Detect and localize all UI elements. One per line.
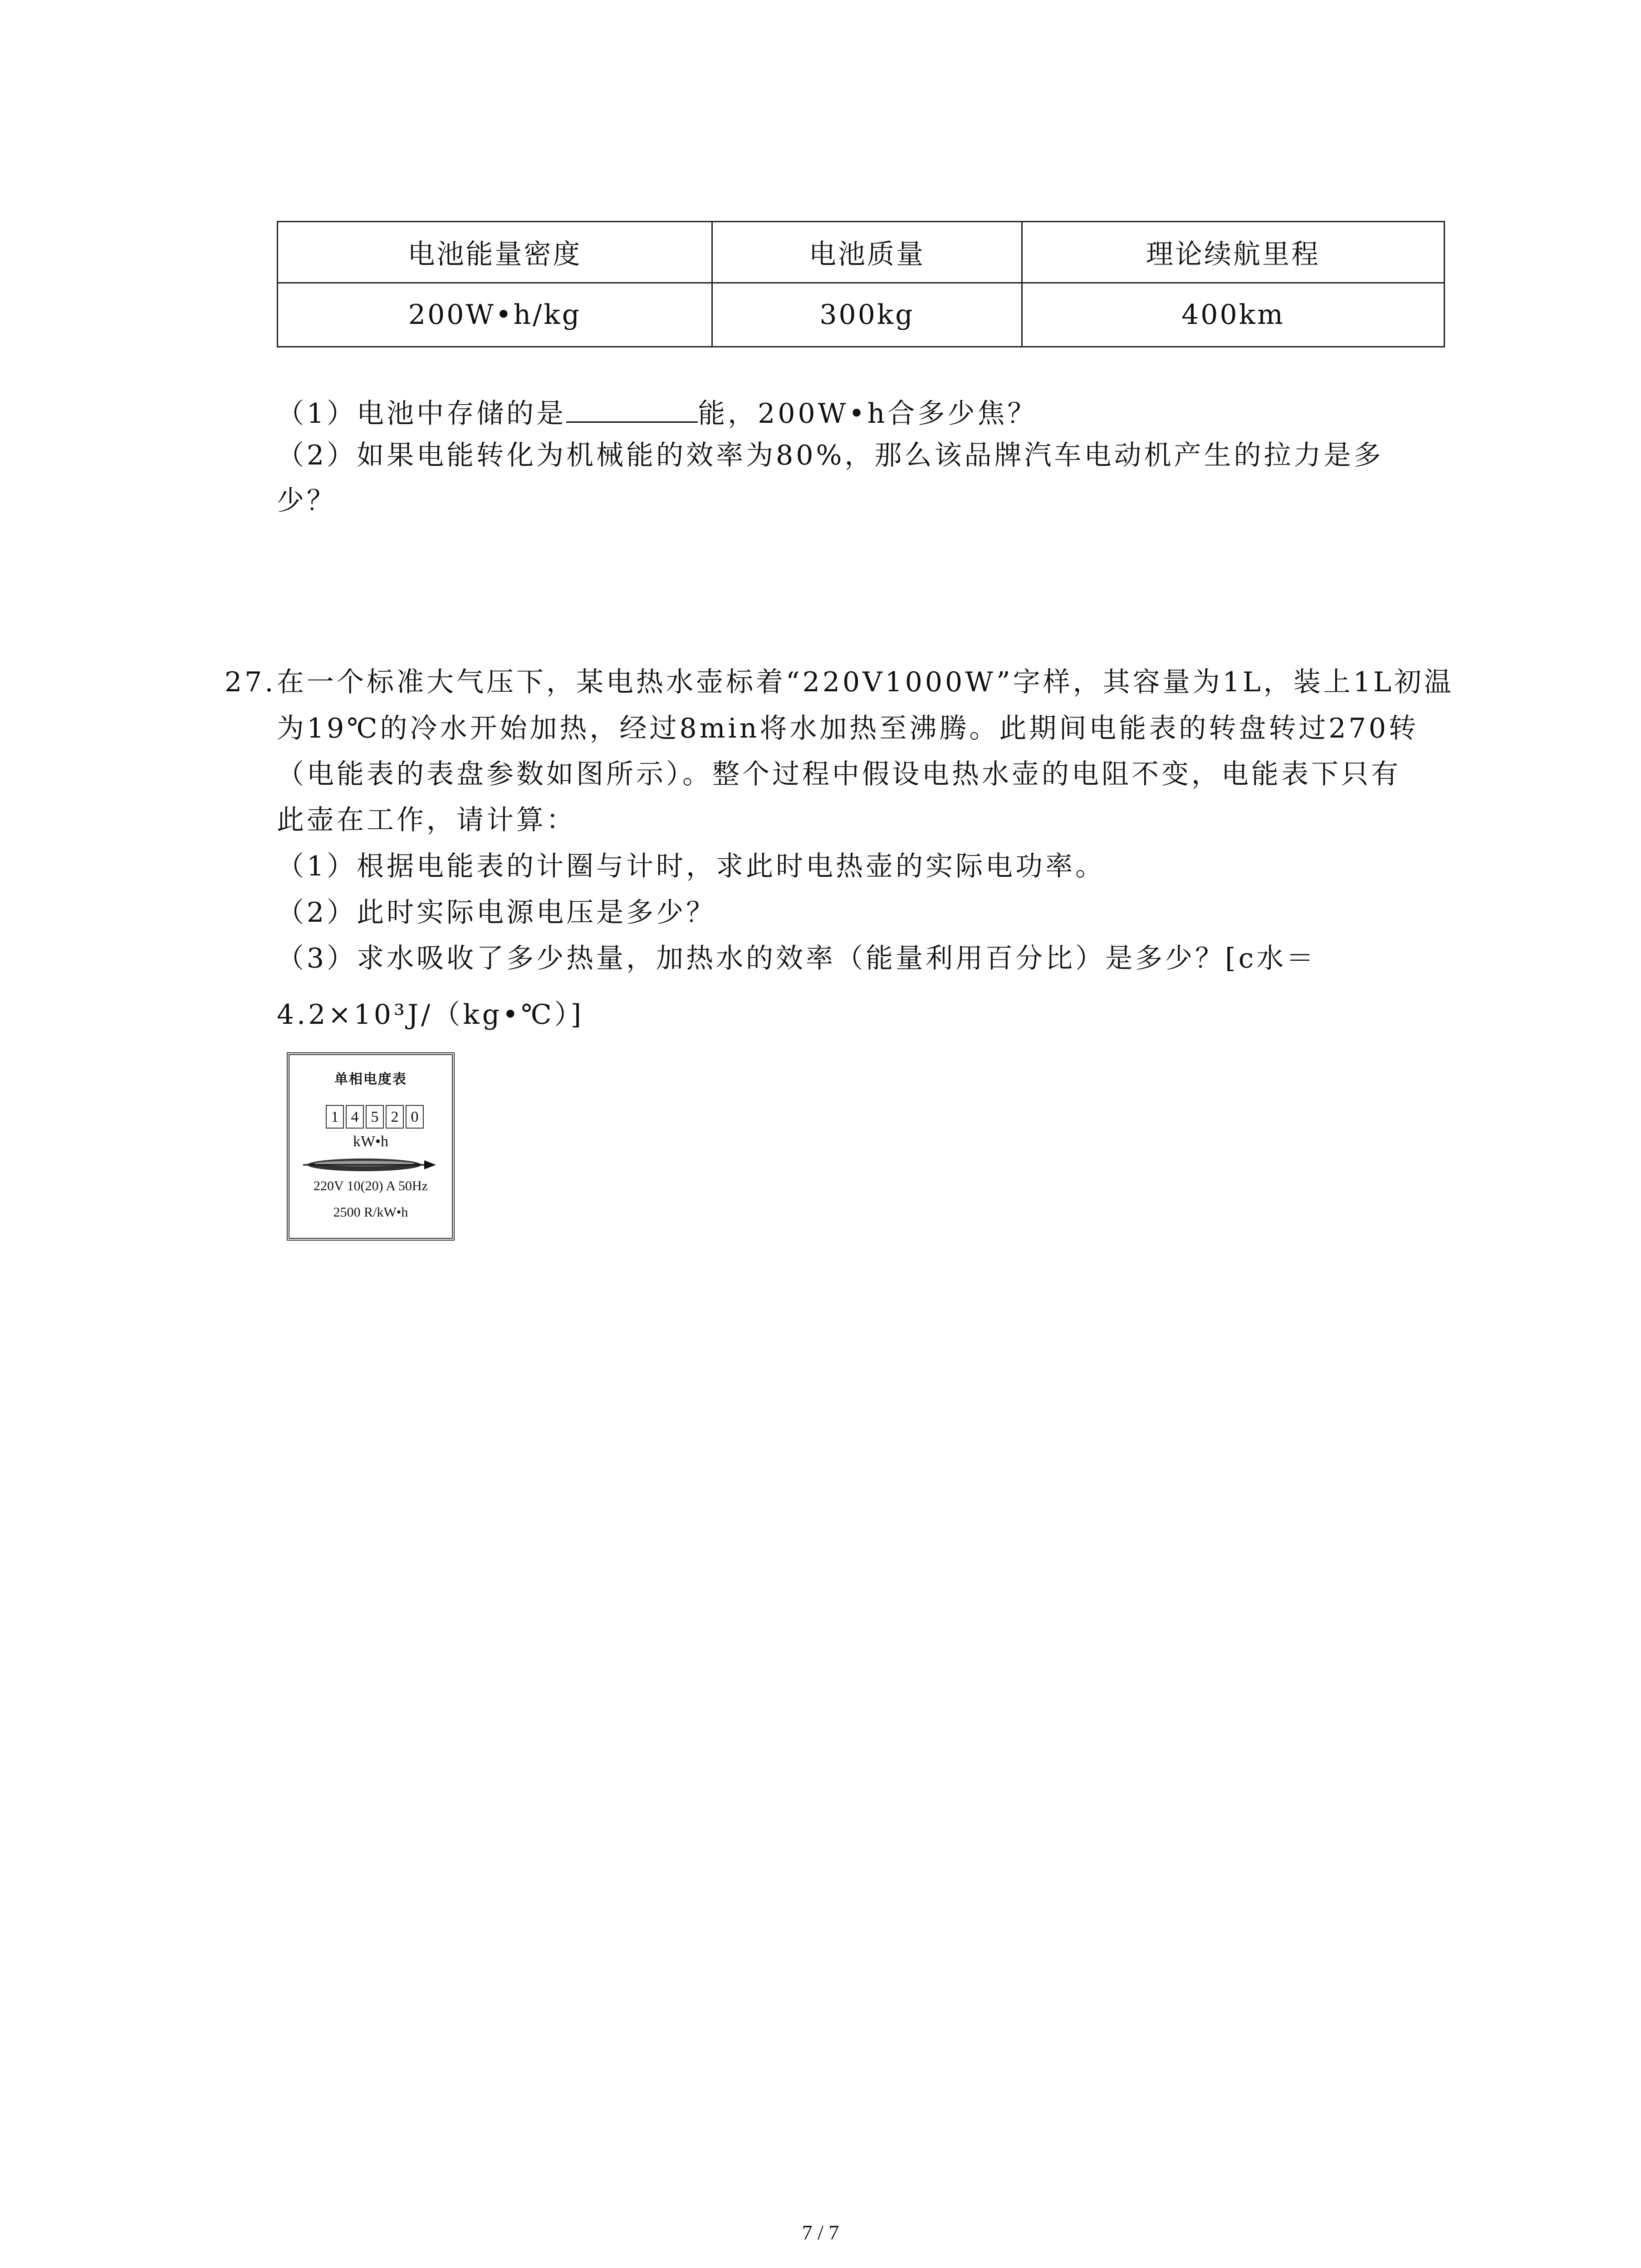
meter-rotating-disc-icon <box>301 1156 437 1174</box>
meter-digit-display <box>326 1105 426 1129</box>
q26-part2-line1: （2）如果电能转化为机械能的效率为80%，那么该品牌汽车电动机产生的拉力是多 <box>277 440 1384 471</box>
q27-sub2: （2）此时实际电源电压是多少？ <box>277 897 716 929</box>
meter-spec: 220V 10(20) A 50Hz <box>314 1178 428 1193</box>
q27-sub3: （3）求水吸收了多少热量，加热水的效率（能量利用百分比）是多少？[c水＝ <box>277 943 1317 974</box>
meter-revolutions: 2500 R/kW•h <box>333 1205 408 1220</box>
q27-line2: 为19℃的冷水开始加热，经过8min将水加热至沸腾。此期间电能表的转盘转过270转 <box>277 713 1419 744</box>
q26-part2-line2: 少？ <box>277 485 337 517</box>
answer-blank[interactable] <box>566 395 698 423</box>
table-header-row <box>278 222 1445 283</box>
table-header-cell: 电池质量 <box>712 222 1022 283</box>
q27-line3: （电能表的表盘参数如图所示）。整个过程中假设电热水壶的电阻不变，电能表下只有 <box>277 758 1401 790</box>
meter-digit: 2 <box>386 1105 404 1129</box>
meter-digit: 4 <box>346 1105 364 1129</box>
table-cell: 200W•h/kg <box>278 283 712 347</box>
electric-meter-figure <box>287 1052 455 1241</box>
q26-part1 <box>277 395 1037 433</box>
battery-spec-table <box>277 221 1445 347</box>
table-cell: 400km <box>1022 283 1445 347</box>
page-number: 7 / 7 <box>802 2221 839 2244</box>
q27-sub3-continued: 4.2×10³J/（kg•℃）] <box>277 999 584 1031</box>
meter-digit: 1 <box>326 1105 344 1129</box>
table-header-cell: 理论续航里程 <box>1022 222 1445 283</box>
q27-number: 27. <box>225 666 276 698</box>
q26-part1-text-a: （1）电池中存储的是 <box>277 398 567 430</box>
q27-line4: 此壶在工作，请计算： <box>277 804 576 836</box>
q26-part1-text-b: 能，200W•h合多少焦？ <box>698 398 1038 430</box>
table-header-cell: 电池能量密度 <box>278 222 712 283</box>
meter-title: 单相电度表 <box>334 1071 407 1087</box>
table-row <box>278 283 1445 347</box>
q27-line1: 在一个标准大气压下，某电热水壶标着“220V1000W”字样，其容量为1L，装上1L初温 <box>277 666 1454 698</box>
meter-unit: kW•h <box>353 1133 388 1150</box>
meter-digit: 0 <box>406 1105 424 1129</box>
meter-digit: 5 <box>366 1105 384 1129</box>
table-cell: 300kg <box>712 283 1022 347</box>
q27-sub1: （1）根据电能表的计圈与计时，求此时电热壶的实际电功率。 <box>277 850 1106 882</box>
